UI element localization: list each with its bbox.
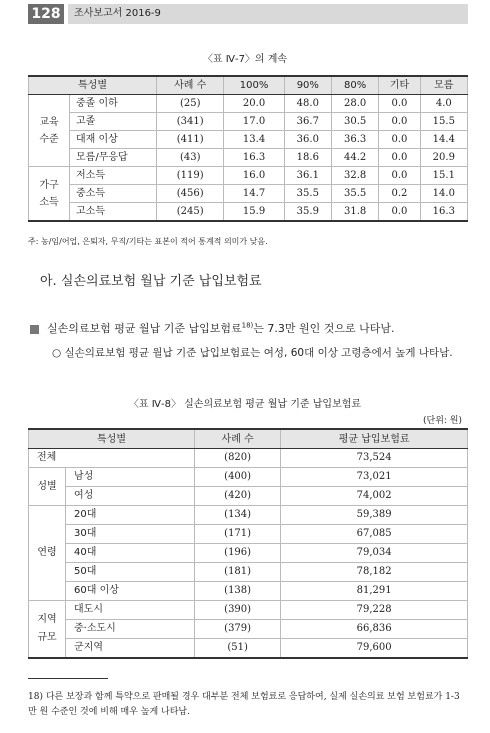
sample-count: (171) xyxy=(195,525,281,544)
table-row xyxy=(29,525,468,544)
table-row xyxy=(29,582,468,601)
value-cell: 28.0 xyxy=(331,95,378,113)
sample-count: (196) xyxy=(195,544,281,563)
row-label: 고졸 xyxy=(70,113,157,131)
row-label: 전체 xyxy=(29,449,195,468)
table-row xyxy=(29,544,468,563)
value-cell: 15.9 xyxy=(224,203,284,222)
column-header: 100% xyxy=(224,76,284,95)
sample-count: (379) xyxy=(195,620,281,639)
bullet-summary-tail: 는 7.3만 원인 것으로 나타남. xyxy=(253,322,395,335)
footnote-divider xyxy=(28,678,108,679)
table-row xyxy=(29,468,468,487)
table-premium xyxy=(28,428,468,659)
value-cell: 35.5 xyxy=(284,185,331,203)
value-cell: 13.4 xyxy=(224,131,284,149)
sample-count: (134) xyxy=(195,506,281,525)
value-cell: 36.7 xyxy=(284,113,331,131)
square-bullet-icon xyxy=(30,325,39,334)
value-cell: 0.0 xyxy=(379,203,420,222)
row-label: 남성 xyxy=(66,468,195,487)
row-label: 고소득 xyxy=(70,203,157,222)
value-cell: 0.2 xyxy=(379,185,420,203)
sample-count: (43) xyxy=(157,149,224,167)
value-cell: 81,291 xyxy=(281,582,468,601)
table-row xyxy=(29,487,468,506)
table-header-row xyxy=(29,429,468,449)
value-cell: 15.5 xyxy=(420,113,467,131)
value-cell: 30.5 xyxy=(331,113,378,131)
group-label: 가구 소득 xyxy=(29,167,70,222)
table-row xyxy=(29,506,468,525)
value-cell: 31.8 xyxy=(331,203,378,222)
value-cell: 36.1 xyxy=(284,167,331,185)
row-label: 30대 xyxy=(66,525,195,544)
sample-count: (420) xyxy=(195,487,281,506)
row-label: 대도시 xyxy=(66,601,195,620)
value-cell: 66,836 xyxy=(281,620,468,639)
sample-count: (400) xyxy=(195,468,281,487)
value-cell: 36.3 xyxy=(331,131,378,149)
column-header: 특성별 xyxy=(29,429,195,449)
table2-unit: (단위: 원) xyxy=(423,416,462,426)
report-title: 조사보고서 2016-9 xyxy=(68,4,468,24)
row-label: 50대 xyxy=(66,563,195,582)
sample-count: (25) xyxy=(157,95,224,113)
group-label: 성별 xyxy=(29,468,66,506)
value-cell: 15.1 xyxy=(420,167,467,185)
value-cell: 59,389 xyxy=(281,506,468,525)
row-label: 40대 xyxy=(66,544,195,563)
value-cell: 0.0 xyxy=(379,167,420,185)
value-cell: 35.5 xyxy=(331,185,378,203)
value-cell: 74,002 xyxy=(281,487,468,506)
column-header: 80% xyxy=(331,76,378,95)
table-row xyxy=(29,563,468,582)
value-cell: 73,021 xyxy=(281,468,468,487)
footnote: 18) 다른 보장과 함께 특약으로 판매될 경우 대부분 전체 보험료로 응답하여, 실제 실손의료 보험 보험료가 1-3만 원 수준인 것에 비해 매우 높게 나타남. xyxy=(28,692,460,717)
row-label: 중졸 이하 xyxy=(70,95,157,113)
sample-count: (181) xyxy=(195,563,281,582)
table-row xyxy=(29,167,468,185)
value-cell: 78,182 xyxy=(281,563,468,582)
bullet-detail: ○ 실손의료보험 평균 월납 기준 납입보험료는 여성, 60대 이상 고령층에서 높게 나타남. xyxy=(52,347,453,359)
table-row xyxy=(29,620,468,639)
column-header: 사례 수 xyxy=(195,429,281,449)
value-cell: 36.0 xyxy=(284,131,331,149)
row-label: 저소득 xyxy=(70,167,157,185)
value-cell: 0.0 xyxy=(379,113,420,131)
section-title: 아. 실손의료보험 월납 기준 납입보험료 xyxy=(40,274,262,289)
row-label: 20대 xyxy=(66,506,195,525)
group-label: 연령 xyxy=(29,506,66,601)
value-cell: 16.3 xyxy=(420,203,467,222)
sample-count: (138) xyxy=(195,582,281,601)
table-education-income xyxy=(28,75,468,222)
sample-count: (341) xyxy=(157,113,224,131)
table-row-total xyxy=(29,449,468,468)
table-row xyxy=(29,131,468,149)
value-cell: 14.7 xyxy=(224,185,284,203)
sample-count: (119) xyxy=(157,167,224,185)
table-row xyxy=(29,185,468,203)
value-cell: 14.4 xyxy=(420,131,467,149)
column-header: 평균 납입보험료 xyxy=(281,429,468,449)
group-label: 교육 수준 xyxy=(29,95,70,167)
row-label: 군지역 xyxy=(66,639,195,659)
table1-note: 주: 농/임/어업, 은퇴자, 무직/기타는 표본이 적어 통계적 의미가 낮음. xyxy=(28,237,268,246)
table-row xyxy=(29,149,468,167)
value-cell: 0.0 xyxy=(379,95,420,113)
table-row xyxy=(29,203,468,222)
column-header: 사례 수 xyxy=(157,76,224,95)
table-header-row xyxy=(29,76,468,95)
value-cell: 20.9 xyxy=(420,149,467,167)
row-label: 중·소도시 xyxy=(66,620,195,639)
value-cell: 18.6 xyxy=(284,149,331,167)
value-cell: 73,524 xyxy=(281,449,468,468)
value-cell: 48.0 xyxy=(284,95,331,113)
value-cell: 14.0 xyxy=(420,185,467,203)
value-cell: 17.0 xyxy=(224,113,284,131)
value-cell: 67,085 xyxy=(281,525,468,544)
sample-count: (51) xyxy=(195,639,281,659)
column-header: 특성별 xyxy=(29,76,157,95)
value-cell: 32.8 xyxy=(331,167,378,185)
table1-caption: 〈표 Ⅳ-7〉의 계속 xyxy=(202,54,288,65)
table-row xyxy=(29,639,468,659)
value-cell: 16.0 xyxy=(224,167,284,185)
sample-count: (245) xyxy=(157,203,224,222)
row-label: 중소득 xyxy=(70,185,157,203)
row-label: 60대 이상 xyxy=(66,582,195,601)
sample-count: (820) xyxy=(195,449,281,468)
column-header: 90% xyxy=(284,76,331,95)
footnote-ref: 18) xyxy=(241,321,254,330)
value-cell: 79,034 xyxy=(281,544,468,563)
page-number: 128 xyxy=(28,4,64,24)
value-cell: 44.2 xyxy=(331,149,378,167)
row-label: 대재 이상 xyxy=(70,131,157,149)
value-cell: 0.0 xyxy=(379,149,420,167)
value-cell: 79,228 xyxy=(281,601,468,620)
group-label: 지역 규모 xyxy=(29,601,66,659)
value-cell: 4.0 xyxy=(420,95,467,113)
table-row xyxy=(29,95,468,113)
column-header: 기타 xyxy=(379,76,420,95)
column-header: 모름 xyxy=(420,76,467,95)
value-cell: 0.0 xyxy=(379,131,420,149)
bullet-summary-text: 실손의료보험 평균 월납 기준 납입보험료 xyxy=(47,322,242,335)
value-cell: 16.3 xyxy=(224,149,284,167)
row-label: 여성 xyxy=(66,487,195,506)
row-label: 모름/무응답 xyxy=(70,149,157,167)
sample-count: (411) xyxy=(157,131,224,149)
table2-caption: 〈표 Ⅳ-8〉 실손의료보험 평균 월납 기준 납입보험료 xyxy=(128,399,362,410)
value-cell: 20.0 xyxy=(224,95,284,113)
bullet-summary xyxy=(30,320,395,336)
sample-count: (390) xyxy=(195,601,281,620)
table-row xyxy=(29,601,468,620)
value-cell: 79,600 xyxy=(281,639,468,659)
value-cell: 35.9 xyxy=(284,203,331,222)
table-row xyxy=(29,113,468,131)
page-header xyxy=(0,0,490,27)
sample-count: (456) xyxy=(157,185,224,203)
